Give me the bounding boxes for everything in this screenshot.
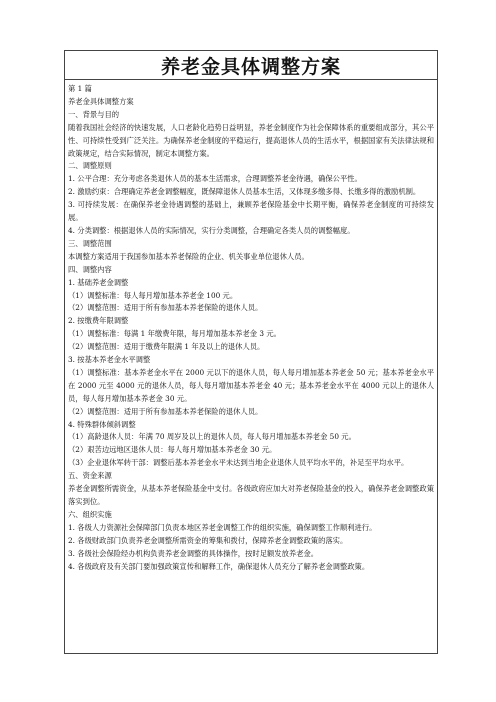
content-item: （2）调整范围：适用于缴费年限满 1 年及以上的退休人员。 [68,342,265,352]
content-item: （1）调整标准：每人每月增加基本养老金 100 元。 [68,290,238,300]
principle-item: 2. 激励约束：合理确定养老金调整幅度，既保障退休人员基本生活，又体现多缴多得、长缴多得的激励机制。 [68,187,421,197]
content-subheading: 1. 基础养老金调整 [68,277,129,287]
section-heading-background: 一、背景与目的 [68,109,120,119]
content-item: （2）调整范围：适用于所有参加基本养老保险的退休人员。 [68,406,263,416]
section-heading-funding: 五、资金来源 [68,471,112,481]
article-title: 养老金具体调整方案 [68,96,134,106]
section-heading-scope: 三、调整范围 [68,238,112,248]
section-heading-content: 四、调整内容 [68,264,112,274]
content-subheading: 4. 特殊群体倾斜调整 [68,419,136,429]
content-item: （2）调整范围：适用于所有参加基本养老保险的退休人员。 [68,303,263,313]
content-subheading: 2. 按缴费年限调整 [68,316,129,326]
document-body [65,80,437,573]
funding-paragraph: 养老金调整所需资金，从基本养老保险基金中支付。各级政府应加大对养老保险基金的投入，确保养老金调整政策落实到位。 [68,484,434,506]
implementation-item: 4. 各级政府及有关部门要加强政策宣传和解释工作，确保退休人员充分了解养老金调整政策。 [68,561,370,571]
content-item: （2）艰苦边远地区退休人员：每人每月增加基本养老金 30 元。 [68,445,277,455]
article-number: 第 1 篇 [68,84,92,93]
content-item: （1）高龄退休人员：年满 70 周岁及以上的退休人员，每人每月增加基本养老金 50 元。 [68,432,356,442]
principle-item: 4. 分类调整：根据退休人员的实际情况，实行分类调整，合理确定各类人员的调整幅度。 [68,225,355,235]
content-subheading: 3. 按基本养老金水平调整 [68,355,151,365]
implementation-item: 2. 各级财政部门负责养老金调整所需资金的筹集和拨付，保障养老金调整政策的落实。 [68,535,348,545]
principle-item: 3. 可持续发展：在确保养老金待遇调整的基础上，兼顾养老保险基金中长期平衡，确保养老金制度的可持续发展。 [68,200,434,223]
title-row [65,51,437,80]
document-title: 养老金具体调整方案 [160,55,341,78]
scope-paragraph: 本调整方案适用于我国参加基本养老保险的企业、机关事业单位退休人员。 [68,251,309,261]
implementation-item: 3. 各级社会保险经办机构负责养老金调整的具体操作，按时足额发放养老金。 [68,548,319,558]
principle-item: 1. 公平合理：充分考虑各类退休人员的基本生活需求，合理调整养老金待遇，确保公平性。 [68,174,362,184]
implementation-item: 1. 各级人力资源社会保障部门负责本地区养老金调整工作的组织实施，确保调整工作顺利进行。 [68,522,377,532]
background-paragraph: 随着我国社会经济的快速发展，人口老龄化趋势日益明显，养老金制度作为社会保障体系的重要组成部分，其公平性、可持续性受到广泛关注。为确保养老金制度的平稳运行，提高退休人员的生活水平，根据国家有关法律法规和政策规定，结合实际情况，制定本调整方案。 [68,122,434,158]
content-item: （1）调整标准：每满 1 年缴费年限，每月增加基本养老金 3 元。 [68,329,281,339]
section-heading-implementation: 六、组织实施 [68,509,112,519]
document-page [64,50,438,654]
section-heading-principles: 二、调整原则 [68,161,112,171]
content-item: （3）企业退休军转干部：调整后基本养老金水平未达到当地企业退休人员平均水平的，补足至平均水平。 [68,458,409,468]
content-item: （1）调整标准：基本养老金水平在 2000 元以下的退休人员，每人每月增加基本养老金 50 元；基本养老金水平在 2000 元至 4000 元的退休人员，每人每月增加基本养老金 40 元；基本养老金水平在 4000 元以上的退休人员，每人每月增加基本养老金 30 元。 [68,367,434,403]
